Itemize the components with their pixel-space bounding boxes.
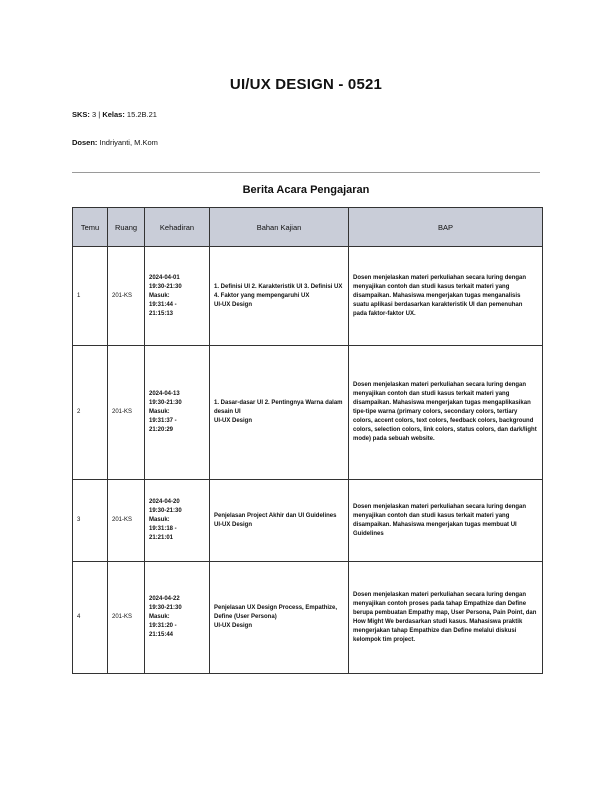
attendance-out: 21:15:44	[149, 632, 174, 638]
attendance-schedule: 19:30-21:30	[149, 400, 182, 406]
cell-temu: 2	[73, 346, 108, 480]
cell-temu: 3	[73, 480, 108, 562]
attendance-schedule: 19:30-21:30	[149, 283, 182, 290]
course-meta	[72, 110, 157, 119]
sks-value: 3 |	[92, 110, 103, 119]
table-row	[73, 480, 543, 562]
cell-bahan-kajian	[210, 247, 349, 346]
course-name: UI-UX Design	[214, 301, 253, 308]
cell-bap: Dosen menjelaskan materi perkuliahan secara luring dengan menyajikan contoh proses pada tahap Empathize dan Define berupa pembuatan Empathy map, User Persona, Pain Point, dan How Might We berdasarkan studi kasus. Mahasiswa praktik mengerjakan tahap Empathize dan Define melalui diskusi kelompok tim project.	[349, 562, 543, 674]
page-title: UI/UX DESIGN - 0521	[229, 76, 383, 93]
course-name: UI-UX Design	[214, 521, 253, 528]
cell-bap: Dosen menjelaskan materi perkuliahan secara luring dengan menyajikan contoh dan studi kasus terkait materi yang disampaikan. Mahasiswa mengerjakan tugas membuat UI Guidelines	[349, 480, 543, 562]
cell-bahan-kajian	[210, 480, 349, 562]
attendance-in: 19:31:44 -	[149, 301, 177, 308]
cell-temu: 4	[73, 562, 108, 674]
table-header-row	[73, 208, 543, 247]
divider	[72, 172, 540, 173]
column-header-kehadiran: Kehadiran	[145, 208, 210, 247]
attendance-schedule: 19:30-21:30	[149, 508, 182, 514]
attendance-date: 2024-04-13	[149, 391, 180, 397]
table-row	[73, 562, 543, 674]
attendance-out: 21:20:29	[149, 427, 174, 433]
kelas-label: Kelas:	[102, 110, 125, 119]
dosen-label: Dosen:	[72, 138, 98, 147]
cell-kehadiran	[145, 247, 210, 346]
attendance-in: 19:31:20 -	[149, 623, 177, 629]
cell-bap: Dosen menjelaskan materi perkuliahan secara luring dengan menyajikan contoh dan studi kasus terkait materi yang disampaikan. Mahasiswa mengerjakan tugas menganalisis suatu aplikasi berdasarkan karakteristik UI dan pemenuhan pada faktor-faktor UX.	[349, 247, 543, 346]
attendance-label: Masuk:	[149, 292, 170, 299]
attendance-schedule: 19:30-21:30	[149, 605, 182, 611]
cell-kehadiran	[145, 480, 210, 562]
cell-bahan-kajian	[210, 346, 349, 480]
attendance-out: 21:21:01	[149, 535, 174, 541]
attendance-date: 2024-04-20	[149, 499, 180, 505]
cell-bahan-kajian	[210, 562, 349, 674]
attendance-date: 2024-04-22	[149, 596, 180, 602]
topic-text: Penjelasan UX Design Process, Empathize, Define (User Persona)	[214, 605, 338, 620]
topic-text: Penjelasan Project Akhir dan UI Guidelines	[214, 512, 337, 519]
cell-ruang: 201-KS	[108, 562, 145, 674]
cell-temu: 1	[73, 247, 108, 346]
course-name: UI-UX Design	[214, 623, 253, 629]
section-title: Berita Acara Pengajaran	[242, 184, 370, 196]
kelas-value: 15.2B.21	[126, 110, 157, 119]
attendance-out: 21:15:13	[149, 310, 174, 317]
attendance-date: 2024-04-01	[149, 274, 180, 281]
table-row	[73, 247, 543, 346]
cell-ruang: 201-KS	[108, 346, 145, 480]
cell-ruang: 201-KS	[108, 247, 145, 346]
attendance-in: 19:31:37 -	[149, 418, 177, 424]
attendance-label: Masuk:	[149, 409, 170, 415]
dosen-value: Indriyanti, M.Kom	[99, 138, 158, 147]
column-header-bap: BAP	[349, 208, 543, 247]
teaching-report-table	[72, 207, 543, 674]
cell-kehadiran	[145, 346, 210, 480]
column-header-bahan-kajian: Bahan Kajian	[210, 208, 349, 247]
topic-text: 1. Definisi UI 2. Karakteristik UI 3. Definisi UX 4. Faktor yang mempengaruhi UX	[214, 283, 343, 299]
topic-text: 1. Dasar-dasar UI 2. Pentingnya Warna dalam desain UI	[214, 400, 343, 415]
column-header-ruang: Ruang	[108, 208, 145, 247]
column-header-temu: Temu	[73, 208, 108, 247]
cell-ruang: 201-KS	[108, 480, 145, 562]
attendance-in: 19:31:18 -	[149, 526, 177, 532]
cell-kehadiran	[145, 562, 210, 674]
table-row	[73, 346, 543, 480]
attendance-label: Masuk:	[149, 517, 170, 523]
attendance-label: Masuk:	[149, 614, 170, 620]
lecturer-meta	[72, 138, 158, 147]
course-name: UI-UX Design	[214, 418, 253, 424]
sks-label: SKS:	[72, 110, 90, 119]
cell-bap: Dosen menjelaskan materi perkuliahan secara luring dengan menyajikan contoh dan studi kasus terkait materi yang disampaikan. Mahasiswa mengerjakan tugas mengaplikasikan tipe-tipe warna (primary colors, secondary colors, tertiary colors, accent colors, text colors, feedback colors, background colors, selection colors, link colors, status colors, dan dark/light mode) pada sebuah website.	[349, 346, 543, 480]
